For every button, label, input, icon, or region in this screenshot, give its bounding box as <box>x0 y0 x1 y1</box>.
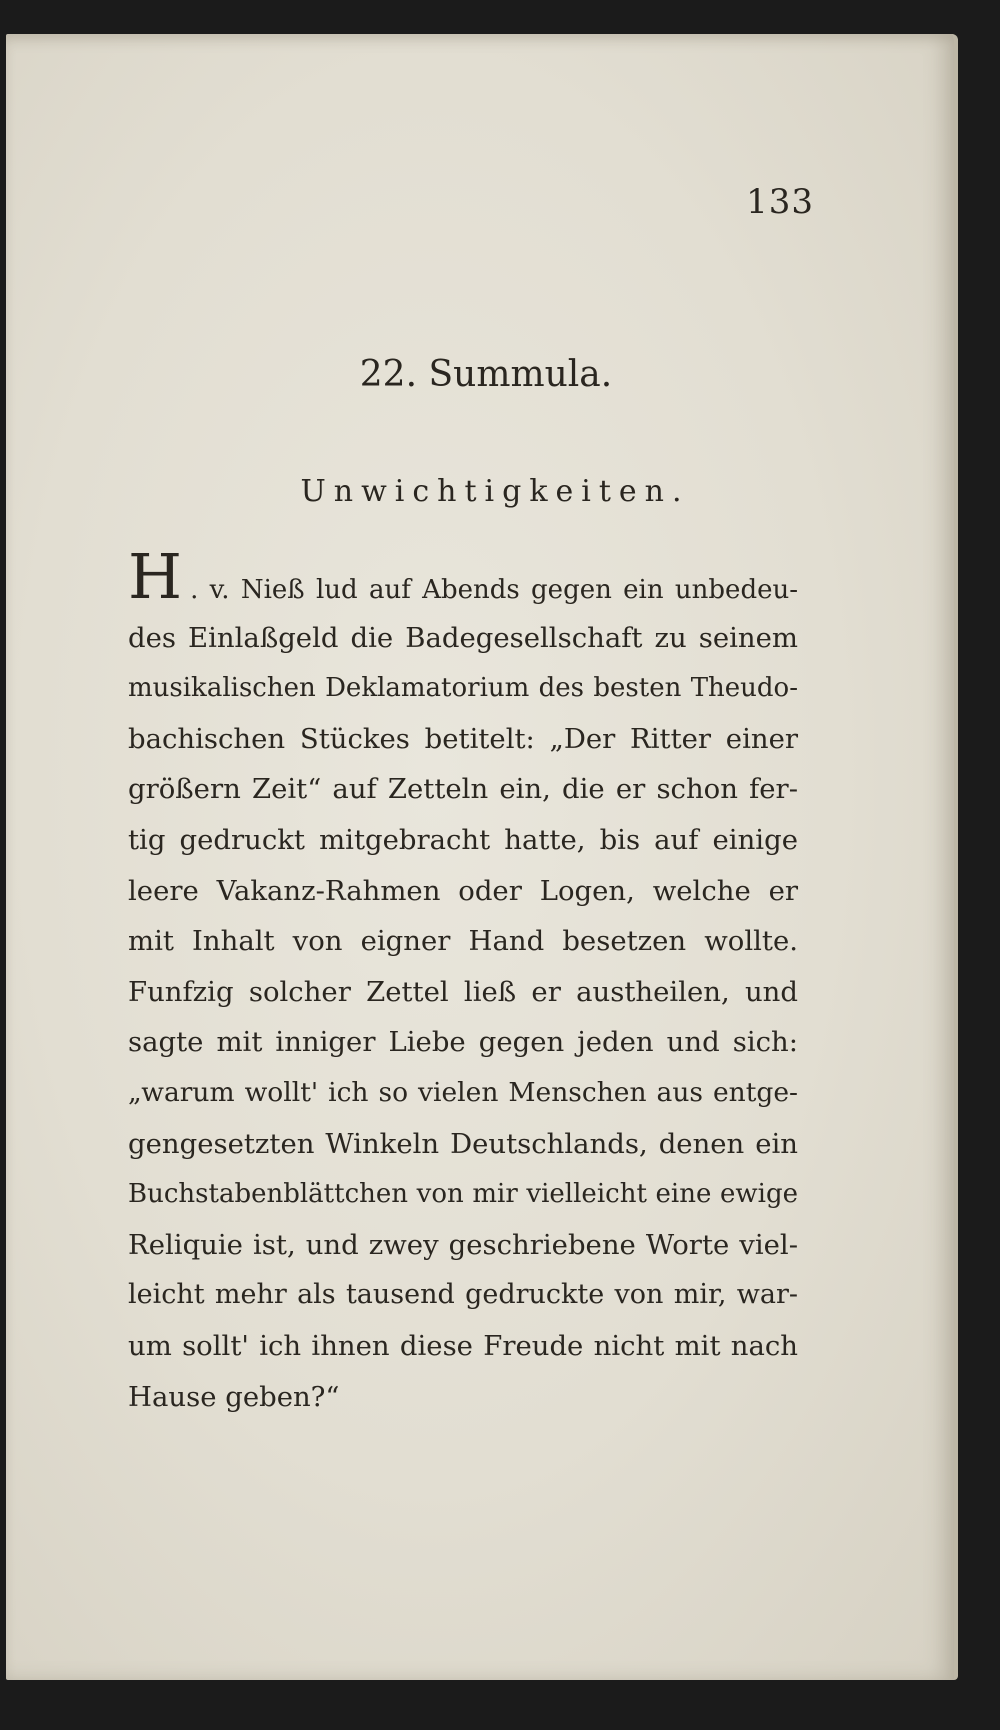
body-text <box>128 540 798 1422</box>
text-line: tig gedruckt mitgebracht hatte, bis auf einige <box>128 823 798 856</box>
text-line <box>128 540 798 613</box>
text-line: Funfzig solcher Zettel ließ er austheilen, und <box>128 975 798 1008</box>
section-title: Unwichtigkeiten. <box>300 474 690 509</box>
text-line: Hause geben?“ <box>128 1380 340 1413</box>
text-line: um sollt' ich ihnen diese Freude nicht mit nach <box>128 1329 798 1362</box>
text-line: leere Vakanz-Rahmen oder Logen, welche er <box>128 874 798 907</box>
text-line: des Einlaßgeld die Badegesellschaft zu seinem <box>128 621 798 654</box>
text-line: mit Inhalt von eigner Hand besetzen wollte. <box>128 925 798 958</box>
text-line: Reliquie ist, und zwey geschriebene Worte viel- <box>128 1228 798 1261</box>
text-line: sagte mit inniger Liebe gegen jeden und sich: <box>128 1026 798 1059</box>
book-page <box>6 34 958 1680</box>
drop-cap: H <box>128 540 183 613</box>
text-line: größern Zeit“ auf Zetteln ein, die er schon fer- <box>128 773 798 806</box>
text-line: leicht mehr als tausend gedruckte von mir, war- <box>128 1279 798 1311</box>
text-line: bachischen Stückes betitelt: „Der Ritter einer <box>128 722 798 755</box>
text-line: „warum wollt' ich so vielen Menschen aus entge- <box>128 1076 798 1108</box>
text-line: gengesetzten Winkeln Deutschlands, denen ein <box>128 1127 798 1160</box>
text-line-content: . v. Nieß lud auf Abends gegen ein unbedeu- <box>190 575 798 605</box>
page-number: 133 <box>746 182 814 222</box>
text-line: musikalischen Deklamatorium des besten Theudo- <box>128 673 798 704</box>
chapter-title: 22. Summula. <box>359 354 613 395</box>
text-line: Buchstabenblättchen von mir vielleicht eine ewige <box>128 1179 798 1210</box>
